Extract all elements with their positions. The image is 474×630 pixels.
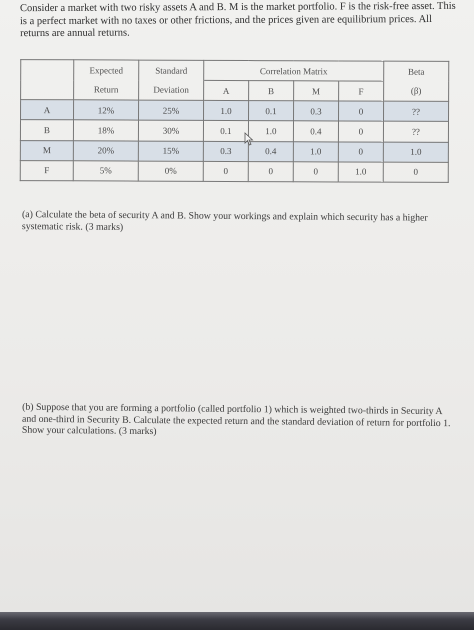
cell-corr-a: 1.0: [204, 101, 249, 121]
cell-corr-b: 0.4: [248, 141, 293, 161]
cell-corr-f: 1.0: [338, 162, 383, 182]
cell-corr-f: 0: [338, 101, 383, 121]
cell-corr-m: 0: [293, 162, 338, 182]
header-beta-symbol: (β): [384, 81, 449, 101]
asset-data-table: [20, 59, 450, 183]
header-correlation-matrix: Correlation Matrix: [204, 60, 384, 81]
header-corr-a: A: [204, 81, 249, 101]
cell-sd: 15%: [138, 141, 203, 161]
cell-sd: 25%: [139, 100, 204, 120]
cell-asset: F: [20, 160, 73, 180]
header-corr-b: B: [249, 81, 294, 101]
cell-corr-b: 1.0: [248, 121, 293, 141]
question-a: (a) Calculate the beta of security A and B. Show your workings and explain which security has a higher systematic risk. (3 marks): [21, 209, 428, 233]
intro-paragraph: Consider a market with two risky assets A and B. M is the market portfolio. F is the risk-free asset. This is a perfect market with no taxes or other frictions, and the prices given are equilibrium prices. All returns are annual returns.: [19, 0, 456, 40]
table-row: [20, 140, 448, 162]
cell-return: 20%: [73, 140, 138, 160]
cell-corr-m: 0.3: [293, 101, 338, 121]
header-expected: Expected: [74, 60, 139, 80]
table-row: [20, 160, 448, 182]
mouse-cursor-icon: [244, 132, 254, 146]
header-cell-empty: [21, 60, 74, 80]
cell-asset: B: [20, 120, 73, 140]
question-b: (b) Suppose that you are forming a portfolio (called portfolio 1) which is weighted two-thirds in Security A and one-third in Security B. Calculate the expected return and the standard deviation of return for portfolio 1. Show your calculations. (3 marks): [21, 401, 451, 438]
cell-return: 5%: [73, 161, 138, 182]
table-header-row-2: [21, 80, 449, 102]
table-row: [21, 100, 449, 122]
cell-beta: 0: [383, 162, 448, 183]
cell-return: 18%: [73, 120, 138, 140]
header-cell-empty-2: [21, 80, 74, 100]
cell-return: 12%: [74, 100, 139, 120]
header-corr-m: M: [294, 81, 339, 101]
cell-corr-f: 0: [338, 142, 383, 162]
cell-corr-b: 0.1: [248, 101, 293, 121]
bottom-edge-bar: [0, 612, 474, 630]
cell-corr-m: 0.4: [293, 121, 338, 141]
header-deviation: Deviation: [139, 80, 204, 100]
header-standard: Standard: [139, 60, 204, 80]
cell-asset: A: [21, 100, 74, 120]
cell-corr-b: 0: [248, 161, 293, 181]
header-return: Return: [74, 80, 139, 100]
cell-beta: ??: [383, 122, 448, 142]
cell-sd: 30%: [138, 121, 203, 141]
cell-beta: 1.0: [383, 142, 448, 162]
header-corr-f: F: [338, 81, 383, 101]
cell-sd: 0%: [138, 161, 203, 182]
cell-beta: ??: [383, 101, 448, 121]
cell-corr-a: 0.1: [203, 121, 248, 141]
cell-corr-a: 0: [203, 161, 248, 181]
cell-corr-a: 0.3: [203, 141, 248, 161]
table-row: [20, 120, 448, 142]
cell-corr-m: 1.0: [293, 141, 338, 161]
cell-asset: M: [20, 140, 73, 160]
header-beta: Beta: [384, 61, 449, 81]
cell-corr-f: 0: [338, 121, 383, 141]
table-header-row-1: [21, 60, 449, 82]
